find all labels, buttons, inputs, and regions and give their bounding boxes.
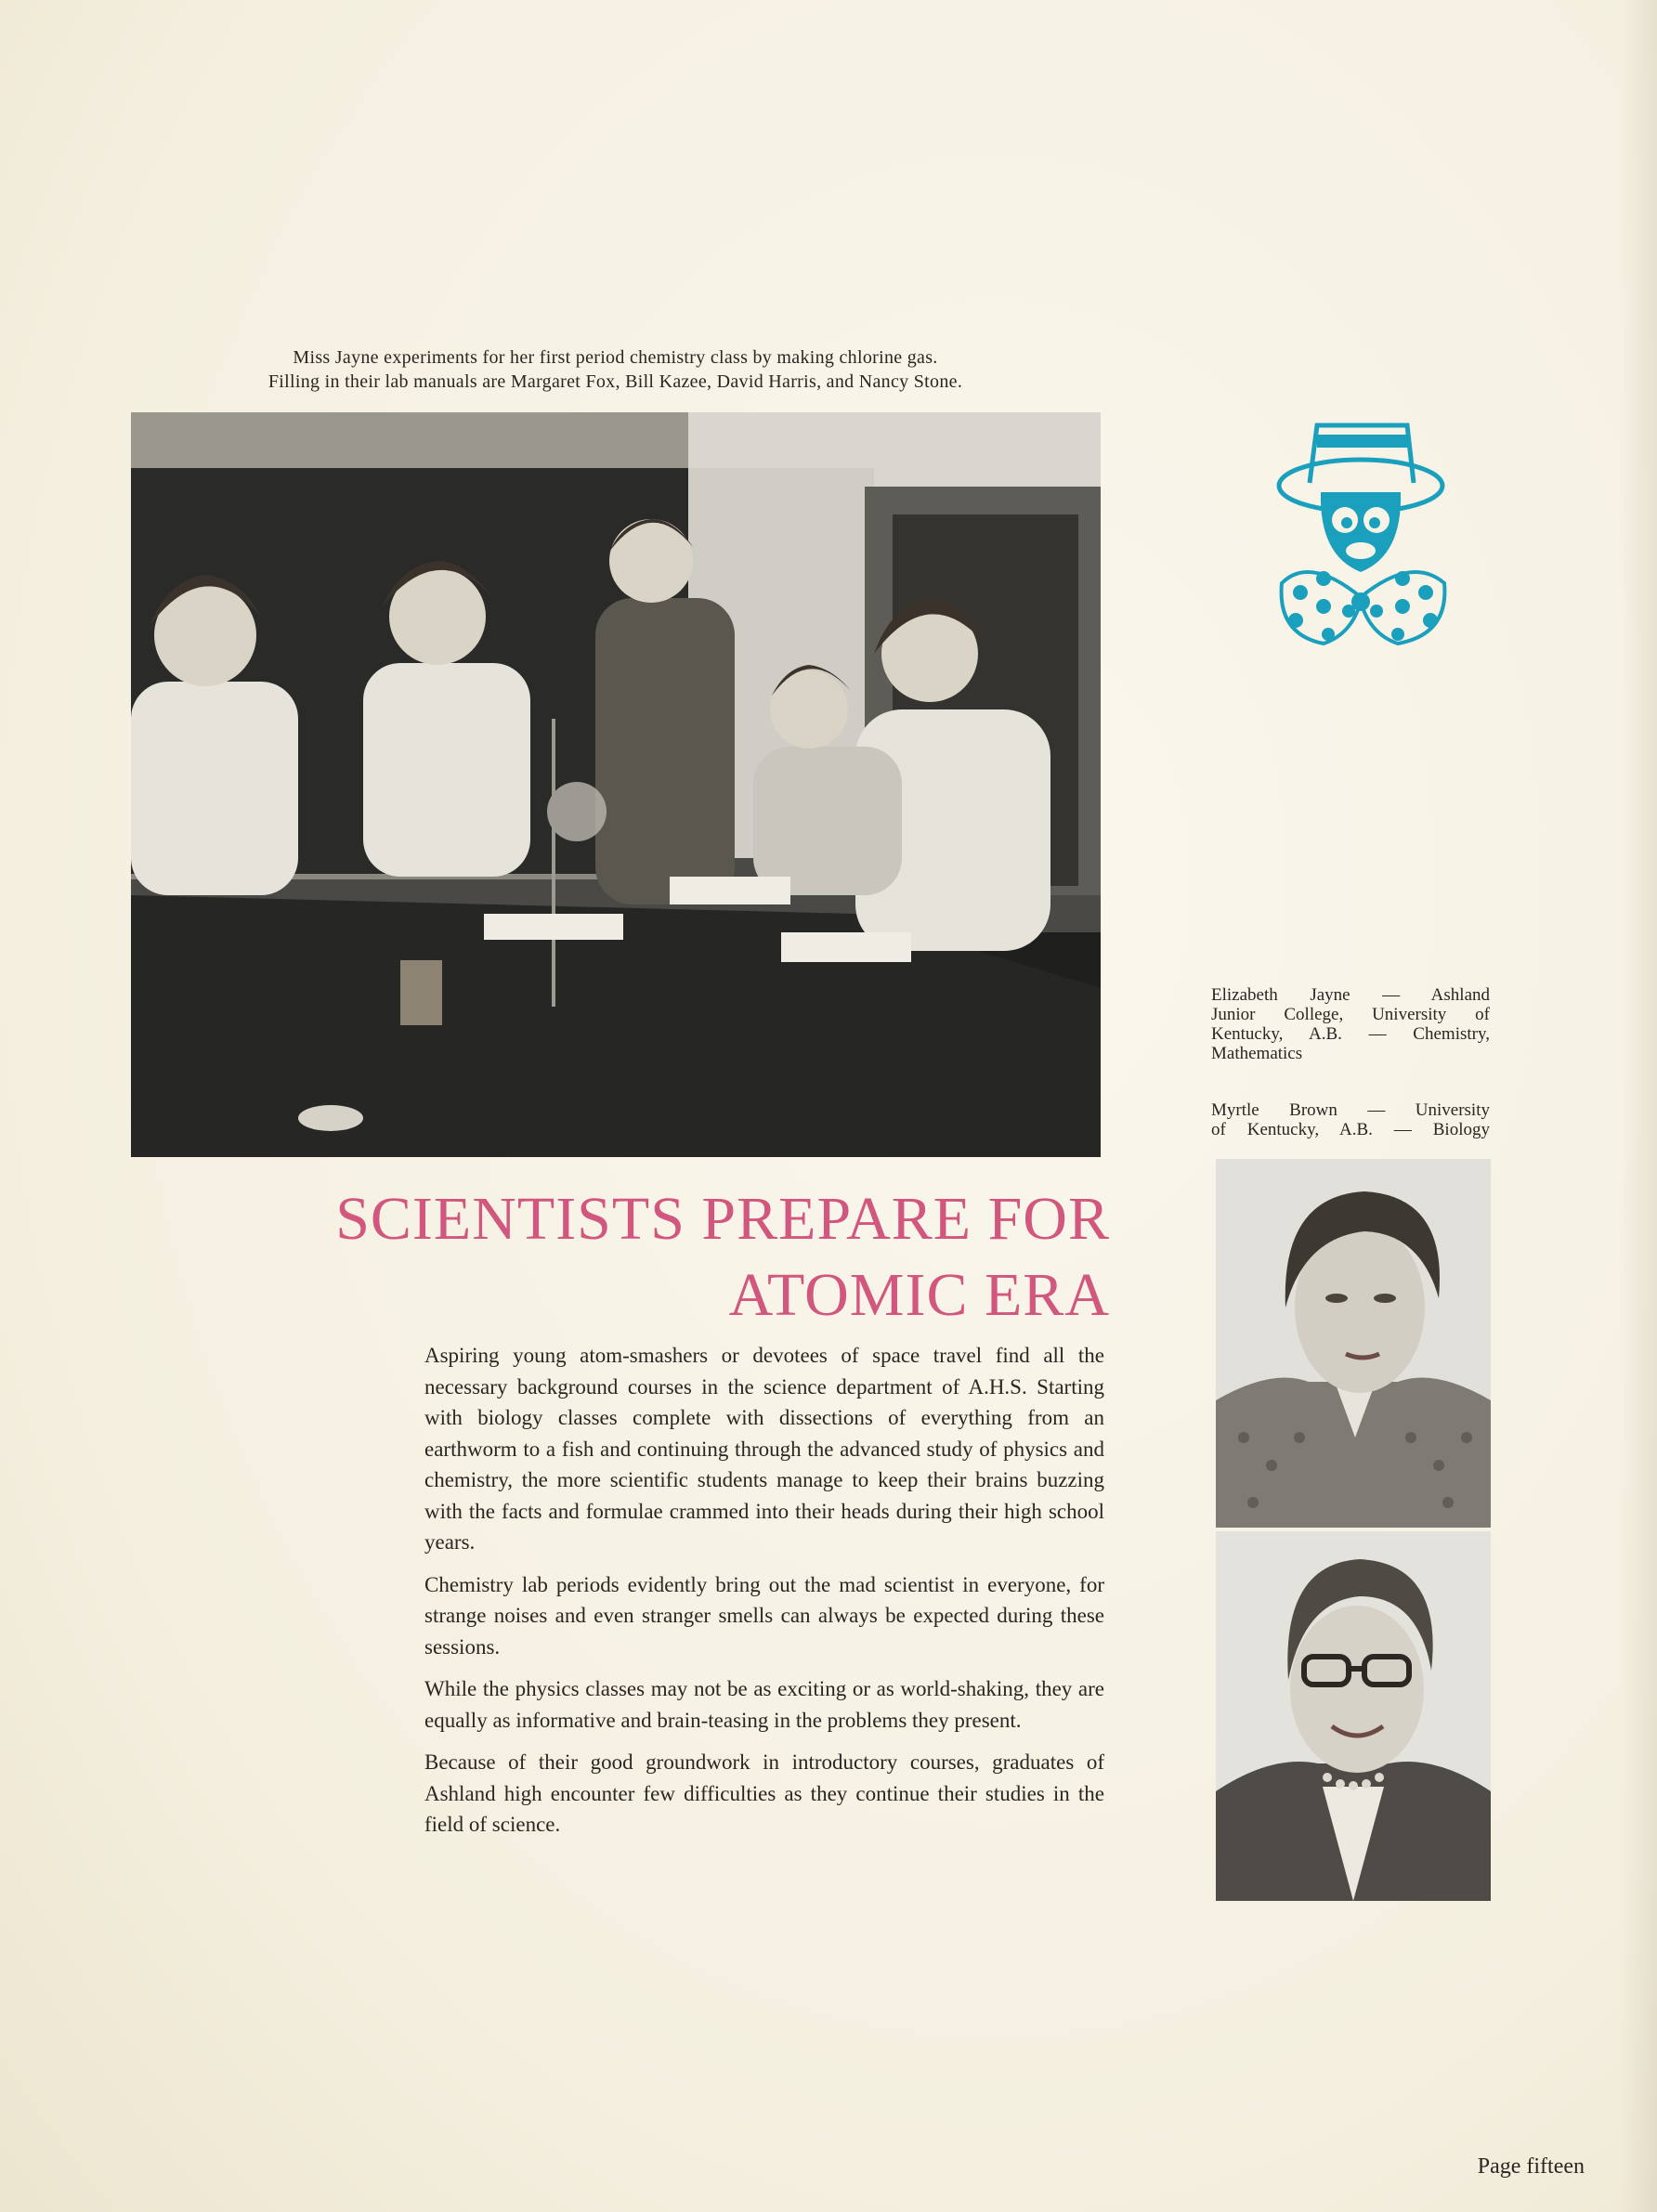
faculty-line: Myrtle Brown — University <box>1211 1100 1490 1120</box>
chemistry-lab-illustration <box>131 412 1101 1157</box>
page-number: Page fifteen <box>1477 2154 1585 2179</box>
portrait-elizabeth-jayne <box>1216 1159 1491 1528</box>
headline-line-2: ATOMIC ERA <box>728 1261 1110 1329</box>
paragraph-1: Aspiring young atom-smashers or devotees of space travel find all the necessary background courses in the science department of A.H.S. Starting with biology classes complete with dissections of everything from an earthworm to a fish and continuing through the advanced study of physics and chemistry, the more scientific students manage to keep their brains buzzing with the facts and formulae crammed into their heads during their high school years. <box>424 1344 1104 1554</box>
page-edge-shadow <box>1620 0 1657 2212</box>
caption-line-2: Filling in their lab manuals are Margaret Fox, Bill Kazee, David Harris, and Nancy Stone. <box>267 371 963 392</box>
headline <box>279 1181 1110 1334</box>
faculty-line: of Kentucky, A.B. — Biology <box>1211 1120 1490 1139</box>
paragraph-4: Because of their good groundwork in introductory courses, graduates of Ashland high encounter few difficulties as they continue their studies in the field of science. <box>424 1750 1104 1836</box>
clown-mascot-logo <box>1272 416 1458 657</box>
portrait-photo-jayne <box>1216 1159 1491 1528</box>
portrait-myrtle-brown <box>1216 1531 1491 1901</box>
headline-line-1: SCIENTISTS PREPARE FOR <box>335 1185 1110 1253</box>
faculty-entry-brown <box>1211 1100 1490 1139</box>
caption-line-1: Miss Jayne experiments for her first period chemistry class by making chlorine gas. <box>293 347 938 368</box>
chemistry-class-photo <box>131 412 1101 1157</box>
photo-caption <box>130 345 1101 394</box>
paragraph-3: While the physics classes may not be as exciting or as world-shaking, they are equally as informative and brain-teasing in the problems they present. <box>424 1677 1104 1732</box>
portrait-photo-brown <box>1216 1531 1491 1901</box>
faculty-line: Junior College, University of <box>1211 1005 1490 1024</box>
faculty-entry-jayne <box>1211 985 1490 1063</box>
mascot-illustration <box>1272 416 1458 657</box>
paragraph-2: Chemistry lab periods evidently bring out the mad scientist in everyone, for strange noises and even stranger smells can always be expected during these sessions. <box>424 1572 1104 1659</box>
faculty-line: Mathematics <box>1211 1044 1303 1063</box>
faculty-line: Elizabeth Jayne — Ashland <box>1211 985 1490 1005</box>
faculty-line: Kentucky, A.B. — Chemistry, <box>1211 1024 1490 1044</box>
article-body <box>424 1340 1104 1852</box>
